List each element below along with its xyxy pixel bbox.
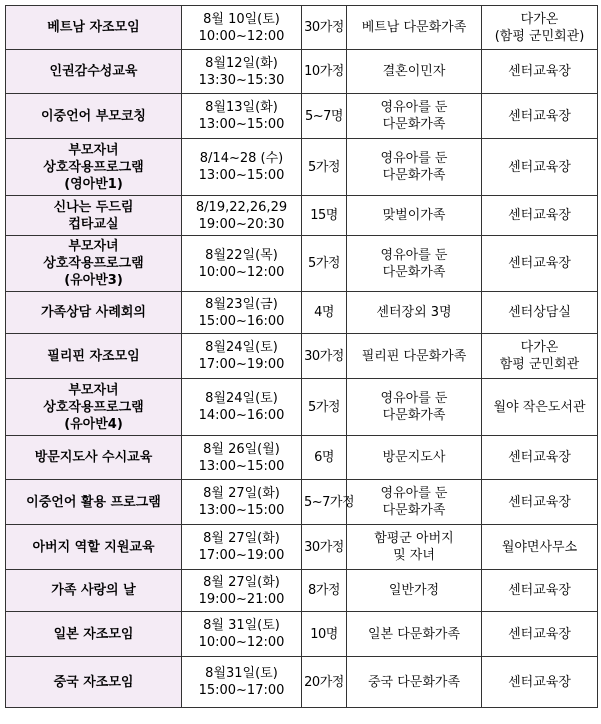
target-line: 맞벌이가족 <box>382 208 446 223</box>
date-line: 13:00~15:00 <box>198 458 285 474</box>
table-row <box>6 436 598 480</box>
people-cell <box>302 657 347 708</box>
target-line: 다문화가족 <box>382 503 446 518</box>
date-line: 8월 27일(화) <box>203 531 280 546</box>
target-line: 중국 다문화가족 <box>367 674 461 690</box>
target-line: 방문지도사 <box>382 450 446 465</box>
target-cell <box>347 570 482 612</box>
target-line: 영유아를 둔 <box>380 391 448 406</box>
target-line: 함평군 아버지 <box>374 531 454 546</box>
date-line: 8/19,22,26,29 <box>195 199 288 215</box>
program-line: 상호작용프로그램 <box>43 159 144 175</box>
people-line: 5가정 <box>308 159 340 175</box>
table-row <box>6 525 598 570</box>
people-line: 5가정 <box>308 256 340 271</box>
people-cell <box>302 94 347 139</box>
date-line: 8월 27일(화) <box>203 574 280 590</box>
date-line: 17:00~19:00 <box>198 548 285 563</box>
place-cell <box>482 236 598 292</box>
people-cell <box>302 480 355 525</box>
program-line: 방문지도사 수시교육 <box>34 450 153 465</box>
people-cell <box>302 436 347 480</box>
place-cell <box>482 436 598 480</box>
program-cell <box>6 334 182 379</box>
date-cell <box>182 334 302 379</box>
place-line: 월야 작은도서관 <box>493 399 586 415</box>
people-line: 5가정 <box>308 399 340 415</box>
date-cell <box>182 292 302 334</box>
people-line: 4명 <box>314 305 334 320</box>
target-line: 다문화가족 <box>382 264 446 280</box>
table-row <box>6 6 598 50</box>
table-row <box>6 334 598 379</box>
target-line: 일반가정 <box>388 583 440 598</box>
people-cell <box>302 525 347 570</box>
program-line: (유아반3) <box>64 273 123 288</box>
program-line: 가족상담 사례회의 <box>41 305 146 320</box>
program-line: 아버지 역할 지원교육 <box>32 539 155 555</box>
people-cell <box>302 570 347 612</box>
program-cell <box>6 657 182 708</box>
table-row <box>6 570 598 612</box>
table-row <box>6 379 598 436</box>
date-line: 8월 10일(토) <box>203 11 280 27</box>
target-cell <box>347 480 482 525</box>
table-row <box>6 236 598 292</box>
people-line: 30가정 <box>304 539 344 555</box>
place-line: 다가온 <box>520 11 559 27</box>
place-cell <box>482 139 598 196</box>
target-line: 센터장외 3명 <box>376 305 452 320</box>
people-cell <box>302 236 347 292</box>
target-cell <box>347 196 482 236</box>
target-line: 영유아를 둔 <box>380 100 448 115</box>
date-line: 8월13일(화) <box>205 100 278 115</box>
place-cell <box>482 292 598 334</box>
program-line: 신나는 두드림 <box>53 199 134 215</box>
place-line: 센터교육장 <box>508 64 571 79</box>
target-line: 다문화가족 <box>382 168 446 183</box>
target-cell <box>347 334 482 379</box>
date-line: 8월12일(화) <box>205 55 278 71</box>
date-line: 19:00~20:30 <box>198 216 285 232</box>
place-cell <box>482 480 598 525</box>
program-line: 인권감수성교육 <box>49 64 138 79</box>
table-row <box>6 139 598 196</box>
date-cell <box>182 436 302 480</box>
program-line: 필리핀 자조모임 <box>47 348 140 364</box>
target-cell <box>347 139 482 196</box>
place-cell <box>482 6 598 50</box>
program-cell <box>6 236 182 292</box>
place-cell <box>482 94 598 139</box>
program-cell <box>6 196 182 236</box>
target-cell <box>347 50 482 94</box>
place-line: 센터교육장 <box>508 256 571 271</box>
date-line: 14:00~16:00 <box>198 408 285 423</box>
date-line: 17:00~19:00 <box>198 357 285 372</box>
program-cell <box>6 525 182 570</box>
people-line: 6명 <box>314 450 334 465</box>
date-cell <box>182 236 302 292</box>
place-cell <box>482 379 598 436</box>
table-row <box>6 292 598 334</box>
people-line: 10명 <box>310 626 338 642</box>
place-line: 함평 군민회관 <box>499 357 580 372</box>
date-line: 10:00~12:00 <box>198 635 285 650</box>
table-row <box>6 480 598 525</box>
people-cell <box>302 612 347 657</box>
program-cell <box>6 94 182 139</box>
date-cell <box>182 94 302 139</box>
program-line: 상호작용프로그램 <box>43 256 144 271</box>
target-line: 결혼이민자 <box>382 64 446 79</box>
target-cell <box>347 379 482 436</box>
program-line: 상호작용프로그램 <box>43 399 144 415</box>
place-cell <box>482 196 598 236</box>
date-cell <box>182 570 302 612</box>
people-cell <box>302 196 347 236</box>
target-cell <box>347 6 482 50</box>
table-row <box>6 612 598 657</box>
schedule-body <box>6 6 598 708</box>
program-line: (영아반1) <box>64 176 123 192</box>
program-line: 이중언어 부모코칭 <box>41 108 146 124</box>
date-line: 13:00~15:00 <box>198 117 285 132</box>
people-line: 30가정 <box>304 348 344 364</box>
place-line: 다가온 <box>520 340 559 355</box>
target-line: 다문화가족 <box>382 408 446 423</box>
program-line: 부모자녀 <box>68 239 119 254</box>
date-cell <box>182 50 302 94</box>
people-cell <box>302 50 347 94</box>
people-cell <box>302 379 347 436</box>
people-cell <box>302 334 347 379</box>
program-line: 부모자녀 <box>68 382 119 398</box>
people-line: 10가정 <box>304 64 344 79</box>
table-row <box>6 196 598 236</box>
target-cell <box>347 236 482 292</box>
table-row <box>6 94 598 139</box>
program-line: 베트남 자조모임 <box>47 20 140 35</box>
date-cell <box>182 139 302 196</box>
date-line: 8월22일(목) <box>205 247 278 263</box>
date-line: 19:00~21:00 <box>198 591 285 607</box>
program-line: (유아반4) <box>64 416 123 432</box>
target-line: 영유아를 둔 <box>380 151 448 166</box>
program-cell <box>6 50 182 94</box>
target-cell <box>347 292 482 334</box>
date-cell <box>182 480 302 525</box>
date-cell <box>182 657 302 708</box>
date-line: 15:00~16:00 <box>198 313 285 329</box>
target-cell <box>347 657 482 708</box>
date-line: 8월 31일(토) <box>203 618 280 633</box>
schedule-table <box>5 5 598 708</box>
date-line: 8월 27일(화) <box>203 486 280 501</box>
place-cell <box>482 525 598 570</box>
target-line: 필리핀 다문화가족 <box>361 348 467 364</box>
place-cell <box>482 612 598 657</box>
people-cell <box>302 292 347 334</box>
program-line: 중국 자조모임 <box>53 674 134 690</box>
place-cell <box>482 570 598 612</box>
date-line: 10:00~12:00 <box>198 28 285 44</box>
program-line: 컵타교실 <box>68 216 119 232</box>
date-line: 8월 26일(월) <box>203 441 280 457</box>
program-cell <box>6 436 182 480</box>
place-line: 센터교육장 <box>508 583 571 598</box>
place-cell <box>482 657 598 708</box>
people-line: 30가정 <box>304 20 344 35</box>
date-line: 8월24일(토) <box>205 391 278 406</box>
program-cell <box>6 292 182 334</box>
people-line: 8가정 <box>308 583 340 598</box>
date-line: 8월31일(토) <box>205 666 278 681</box>
place-line: 센터교육장 <box>508 159 571 175</box>
target-cell <box>347 612 482 657</box>
date-cell <box>182 6 302 50</box>
date-cell <box>182 379 302 436</box>
target-cell <box>347 94 482 139</box>
place-cell <box>482 50 598 94</box>
target-line: 다문화가족 <box>382 117 446 132</box>
place-line: 센터상담실 <box>508 305 571 320</box>
date-line: 13:30~15:30 <box>198 72 285 88</box>
place-cell <box>482 334 598 379</box>
date-cell <box>182 612 302 657</box>
program-line: 가족 사랑의 날 <box>51 583 136 598</box>
program-line: 일본 자조모임 <box>53 626 134 642</box>
place-line: 센터교육장 <box>508 450 571 465</box>
target-line: 베트남 다문화가족 <box>361 20 467 35</box>
program-cell <box>6 6 182 50</box>
people-line: 5~7가정 <box>304 494 355 510</box>
table-row <box>6 657 598 708</box>
place-line: (함평 군민회관) <box>494 28 585 44</box>
date-line: 8월24일(토) <box>205 340 278 355</box>
place-line: 월야면사무소 <box>501 539 578 555</box>
people-cell <box>302 139 347 196</box>
place-line: 센터교육장 <box>508 626 571 642</box>
target-line: 일본 다문화가족 <box>367 626 461 642</box>
place-line: 센터교육장 <box>508 674 571 690</box>
program-line: 부모자녀 <box>68 142 119 158</box>
target-line: 및 자녀 <box>393 548 435 563</box>
program-cell <box>6 379 182 436</box>
place-line: 센터교육장 <box>508 208 571 223</box>
date-line: 8월23일(금) <box>205 296 278 312</box>
date-line: 8/14~28 (수) <box>199 151 284 166</box>
target-cell <box>347 525 482 570</box>
place-line: 센터교육장 <box>508 494 571 510</box>
people-cell <box>302 6 347 50</box>
program-cell <box>6 570 182 612</box>
date-line: 13:00~15:00 <box>198 168 285 183</box>
target-line: 영유아를 둔 <box>380 247 448 263</box>
place-line: 센터교육장 <box>508 108 571 124</box>
table-row <box>6 50 598 94</box>
date-line: 13:00~15:00 <box>198 503 285 518</box>
target-line: 영유아를 둔 <box>380 486 448 501</box>
date-line: 10:00~12:00 <box>198 264 285 280</box>
program-cell <box>6 139 182 196</box>
program-cell <box>6 480 182 525</box>
date-cell <box>182 525 302 570</box>
target-cell <box>347 436 482 480</box>
program-cell <box>6 612 182 657</box>
people-line: 15명 <box>310 208 338 223</box>
people-line: 5~7명 <box>305 108 343 124</box>
people-line: 20가정 <box>304 674 344 690</box>
program-line: 이중언어 활용 프로그램 <box>26 494 161 510</box>
date-cell <box>182 196 302 236</box>
date-line: 15:00~17:00 <box>198 683 285 698</box>
